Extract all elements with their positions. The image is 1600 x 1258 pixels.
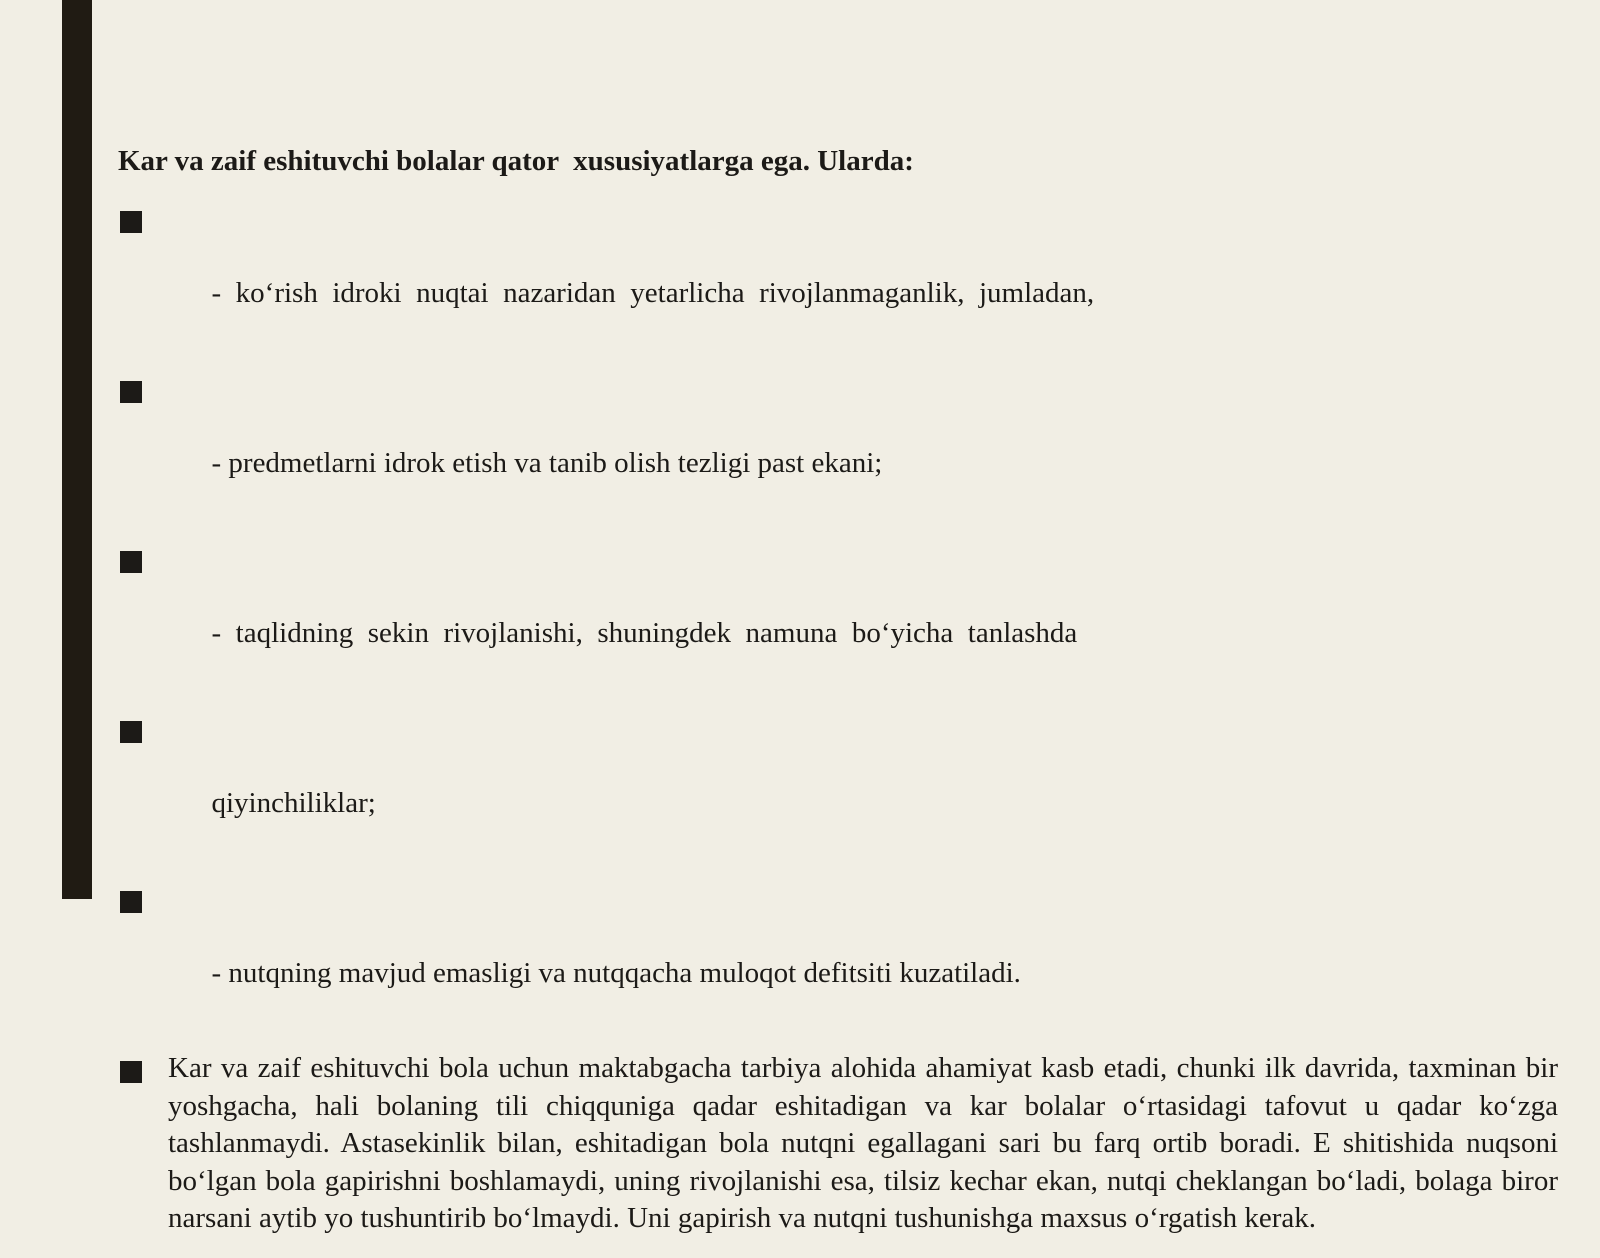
bullet-text: qiyinchiliklar; bbox=[211, 787, 376, 819]
square-bullet-icon bbox=[120, 551, 142, 573]
accent-bar bbox=[62, 0, 92, 899]
bullet-text: - taqlidning sekin rivojlanishi, shuningdek namuna bo‘yicha tanlashda bbox=[211, 617, 1078, 649]
bullet-paragraph: Kar va zaif eshituvchi bola uchun maktabgacha tarbiya alohida ahamiyat kasb etadi, chunki ilk davrida, taxminan bir yoshgacha, hali bolaning tili chiqquniga qadar eshitadigan va kar bolalar o‘rtasidagi tafovut u qadar ko‘zga tashlanmaydi. Astasekinlik bilan, eshitadigan bola nutqni egallagani sari bu farq ortib boradi. E shitishida nuqsoni bo‘lgan bola gapirishni boshlamaydi, uning rivojlanishi esa, tilsiz kechar ekan, nutqi cheklangan bo‘ladi, bolaga biror narsani aytib yo tushuntirib bo‘lmaydi. Uni gapirish va nutqni tushunishga maxsus o‘rgatish kerak. bbox=[168, 1052, 1558, 1234]
bullet-text: - ko‘rish idroki nuqtai nazaridan yetarlicha rivojlanmaganlik, jumladan, bbox=[211, 277, 1095, 309]
slide-content bbox=[118, 143, 1558, 1258]
square-bullet-icon bbox=[120, 381, 142, 403]
bullet-text: - nutqning mavjud emasligi va nutqqacha muloqot defitsiti kuzatiladi. bbox=[211, 957, 1021, 989]
list-item bbox=[118, 200, 1558, 350]
list-item bbox=[118, 1050, 1558, 1238]
list-item bbox=[118, 540, 1558, 690]
square-bullet-icon bbox=[120, 1061, 142, 1083]
list-item bbox=[118, 710, 1558, 860]
square-bullet-icon bbox=[120, 721, 142, 743]
list-item bbox=[118, 880, 1558, 1030]
slide-heading: Kar va zaif eshituvchi bolalar qator xususiyatlarga ega. Ularda: bbox=[118, 145, 914, 177]
square-bullet-icon bbox=[120, 211, 142, 233]
square-bullet-icon bbox=[120, 891, 142, 913]
bullet-list bbox=[118, 200, 1558, 1238]
list-item bbox=[118, 370, 1558, 520]
bullet-text: - predmetlarni idrok etish va tanib olish tezligi past ekani; bbox=[211, 447, 883, 479]
